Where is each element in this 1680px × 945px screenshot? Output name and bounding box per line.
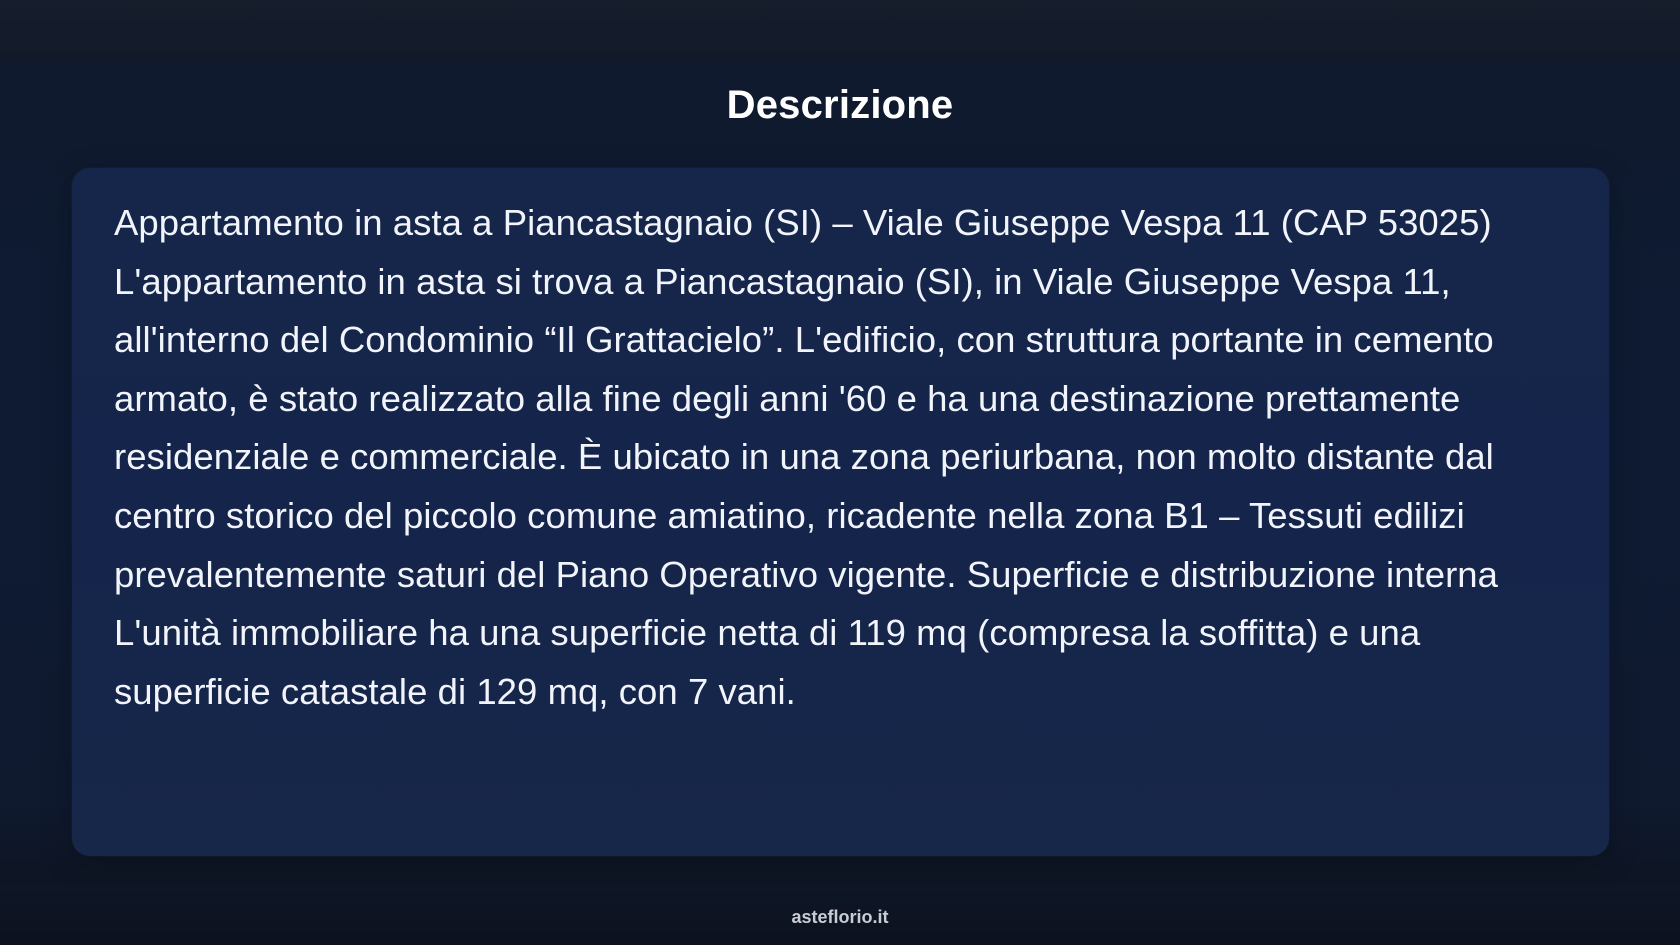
footer-site-label: asteflorio.it [791,907,889,927]
page-title: Descrizione [726,83,954,127]
description-text: Appartamento in asta a Piancastagnaio (SI) – Viale Giuseppe Vespa 11 (CAP 53025) L'appartamento in asta si trova a Piancastagnaio (SI), in Viale Giuseppe Vespa 11, all'interno del Condominio “Il Grattacielo”. L'edificio, con struttura portante in cemento armato, è stato realizzato alla fine degli anni '60 e ha una destinazione prettamente residenziale e commerciale. È ubicato in una zona periurbana, non molto distante dal centro storico del piccolo comune amiatino, ricadente nella zona B1 – Tessuti edilizi prevalentemente saturi del Piano Operativo vigente. Superficie e distribuzione interna L'unità immobiliare ha una superficie netta di 119 mq (compresa la soffitta) e una superficie catastale di 129 mq, con 7 vani. [114,202,1498,712]
header-band [0,0,1680,62]
description-card [72,168,1609,856]
